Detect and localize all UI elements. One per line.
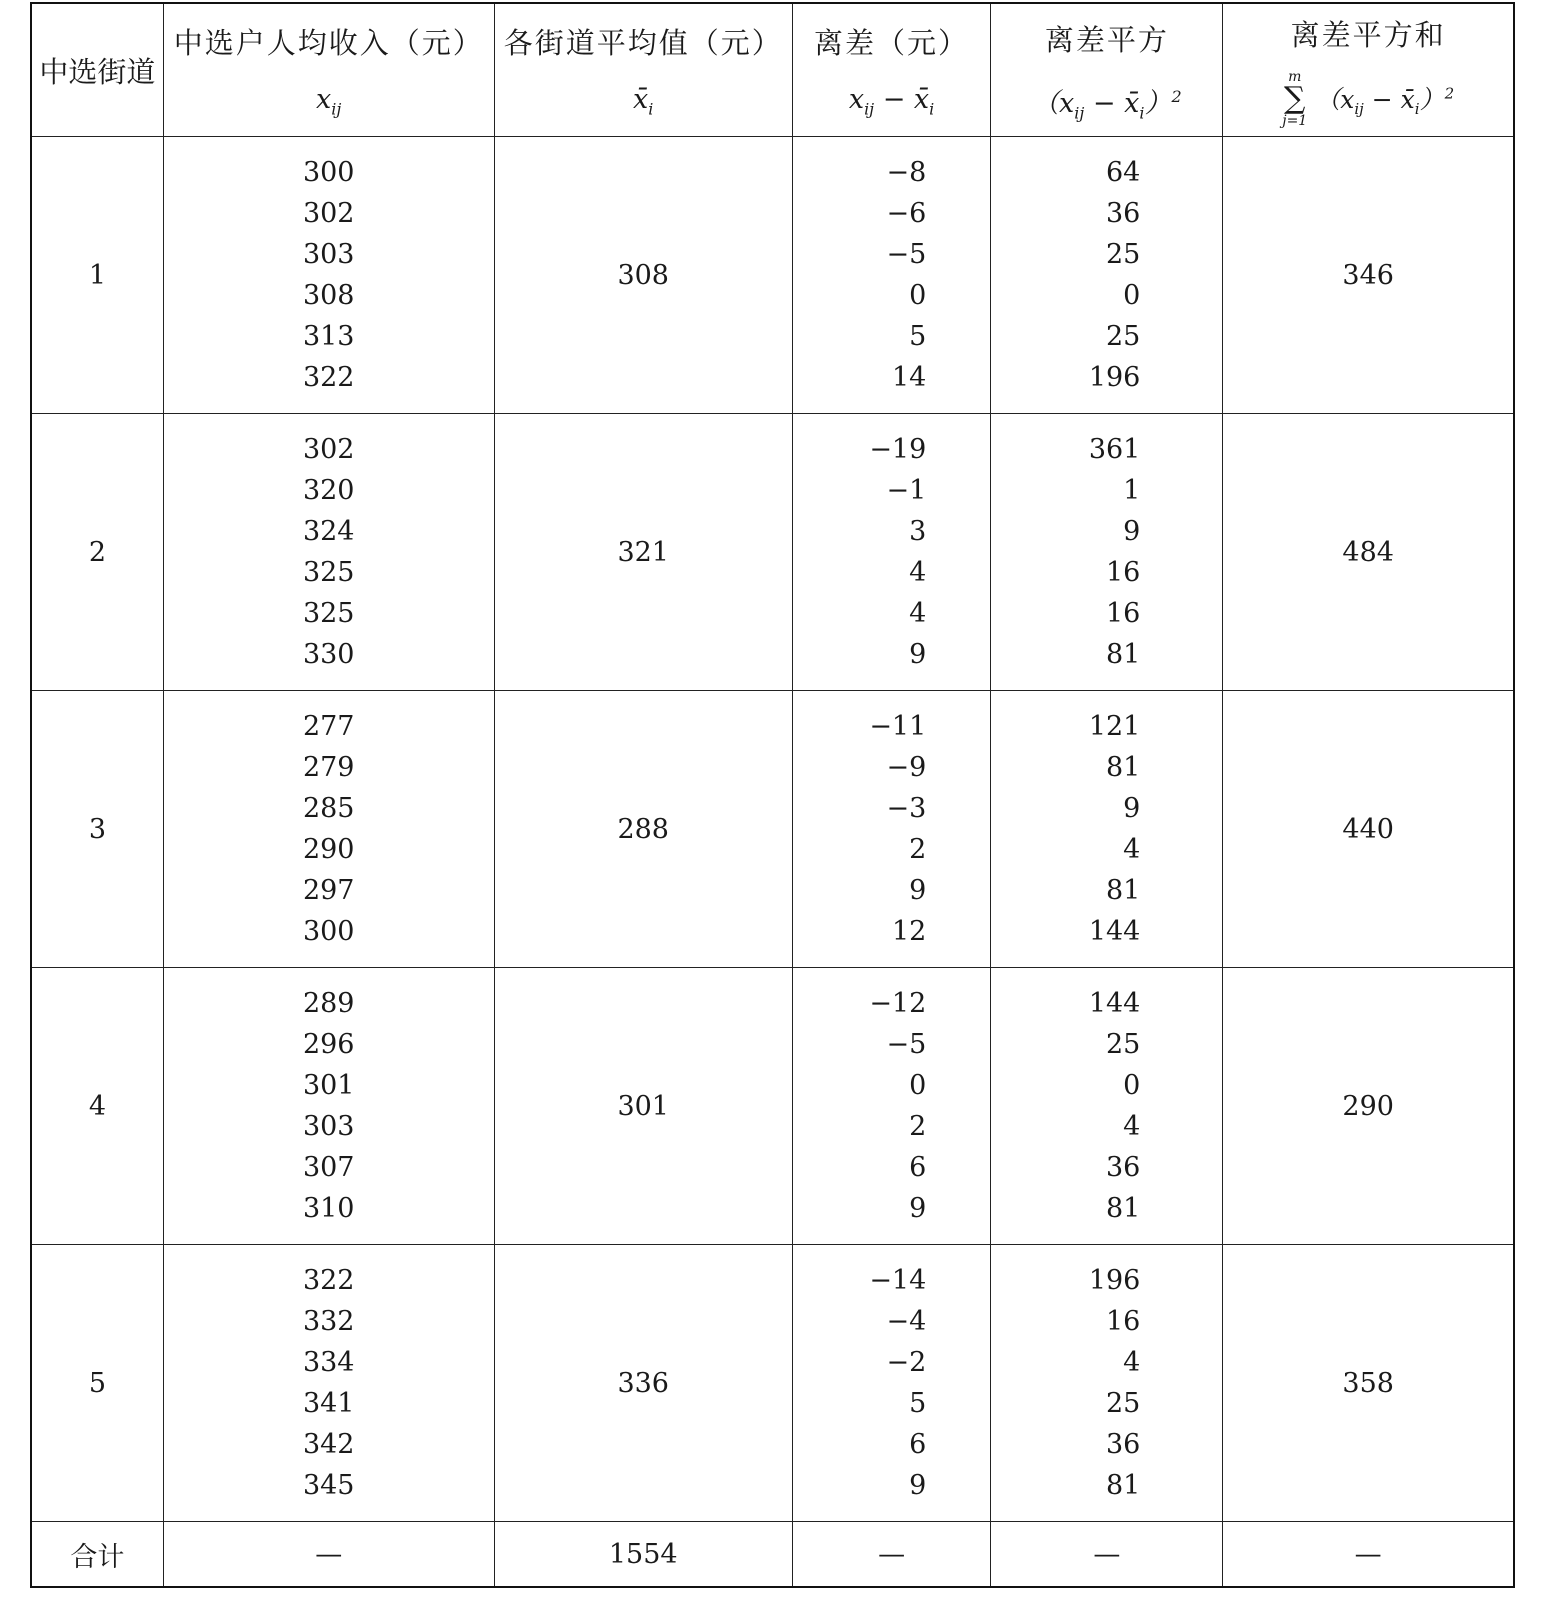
list-item: 0: [909, 1070, 927, 1101]
square-cell: [991, 1245, 1223, 1522]
list-item: 9: [909, 639, 927, 670]
header-deviation: [792, 3, 990, 137]
list-item: 0: [1123, 280, 1141, 311]
list-item: 300: [302, 157, 355, 188]
header-deviation-label: 离差（元）: [814, 26, 970, 61]
list-item: 4: [1123, 1111, 1141, 1142]
deviation-cell-list: [793, 983, 990, 1229]
list-item: 5: [909, 1388, 927, 1419]
list-item: 25: [1106, 1388, 1141, 1419]
list-item: 6: [909, 1152, 927, 1183]
sum-sigma: ∑: [1284, 80, 1306, 116]
list-item: 303: [302, 239, 355, 270]
list-item: 3: [909, 516, 927, 547]
header-square: [991, 3, 1223, 137]
list-item: 81: [1106, 875, 1141, 906]
list-item: 196: [1088, 1265, 1141, 1296]
list-item: 334: [302, 1347, 355, 1378]
sum-squares-cell: 440: [1223, 691, 1514, 968]
deviation-cell: [792, 414, 990, 691]
list-item: 9: [909, 1193, 927, 1224]
list-item: 313: [302, 321, 355, 352]
header-square-symbol: （$x_{ij}$ − $x̄_i)^2$: [1032, 86, 1182, 123]
table-row: [31, 137, 1514, 414]
list-item: 0: [909, 280, 927, 311]
square-cell-list: [991, 1260, 1222, 1506]
income-cell-list: [164, 429, 494, 675]
income-cell: [163, 691, 494, 968]
header-sum-squares-formula: [1282, 70, 1454, 128]
deviation-cell: [792, 691, 990, 968]
deviation-cell: [792, 137, 990, 414]
total-deviation-cell: —: [792, 1522, 990, 1588]
list-item: 121: [1088, 711, 1141, 742]
square-cell-list: [991, 429, 1222, 675]
list-item: −2: [886, 1347, 927, 1378]
square-cell-list: [991, 983, 1222, 1229]
list-item: 25: [1106, 1029, 1141, 1060]
list-item: −9: [886, 752, 927, 783]
list-item: 332: [302, 1306, 355, 1337]
list-item: 36: [1106, 198, 1141, 229]
list-item: 285: [302, 793, 355, 824]
list-item: 330: [302, 639, 355, 670]
list-item: 14: [891, 362, 927, 393]
list-item: 1: [1123, 475, 1141, 506]
header-income: [163, 3, 494, 137]
list-item: 144: [1088, 916, 1141, 947]
list-item: −8: [886, 157, 927, 188]
list-item: 300: [302, 916, 355, 947]
header-sum-squares: [1223, 3, 1514, 137]
list-item: −4: [886, 1306, 927, 1337]
street-cell: 5: [31, 1245, 163, 1522]
list-item: 320: [302, 475, 355, 506]
list-item: −6: [886, 198, 927, 229]
income-cell-list: [164, 983, 494, 1229]
list-item: 25: [1106, 321, 1141, 352]
sigma-symbol: [1282, 70, 1307, 128]
square-cell-list: [991, 152, 1222, 398]
deviation-cell-list: [793, 429, 990, 675]
total-mean-cell: 1554: [494, 1522, 792, 1588]
list-item: 4: [1123, 1347, 1141, 1378]
list-item: 81: [1106, 639, 1141, 670]
header-income-label: 中选户人均收入（元）: [173, 26, 484, 61]
list-item: 81: [1106, 1470, 1141, 1501]
total-label-cell: 合计: [31, 1522, 163, 1588]
header-street-label: 中选街道: [39, 54, 156, 89]
header-mean-label: 各街道平均值（元）: [503, 26, 783, 61]
sum-squares-cell: 358: [1223, 1245, 1514, 1522]
mean-cell: 336: [494, 1245, 792, 1522]
list-item: 324: [302, 516, 355, 547]
list-item: −5: [886, 239, 927, 270]
list-item: −19: [869, 434, 927, 465]
income-cell: [163, 137, 494, 414]
list-item: 341: [302, 1388, 355, 1419]
mean-cell: 288: [494, 691, 792, 968]
list-item: 302: [302, 434, 355, 465]
income-cell-list: [164, 152, 494, 398]
square-cell: [991, 968, 1223, 1245]
mean-cell: 301: [494, 968, 792, 1245]
total-row: [31, 1522, 1514, 1588]
street-cell: 3: [31, 691, 163, 968]
list-item: −3: [886, 793, 927, 824]
table-row: [31, 691, 1514, 968]
list-item: 301: [302, 1070, 355, 1101]
list-item: 307: [302, 1152, 355, 1183]
header-income-symbol: $x_{ij}$: [316, 84, 342, 119]
list-item: 16: [1106, 1306, 1141, 1337]
table-row: [31, 1245, 1514, 1522]
list-item: 322: [302, 1265, 355, 1296]
mean-cell: 321: [494, 414, 792, 691]
list-item: 4: [909, 557, 927, 588]
deviation-cell-list: [793, 152, 990, 398]
square-cell: [991, 414, 1223, 691]
sum-formula-body: （$x_{ij}$ − $x̄_i)^2$: [1315, 84, 1455, 118]
header-deviation-symbol: $x_{ij}$ − $x̄_i$: [848, 84, 935, 119]
table-row: [31, 968, 1514, 1245]
list-item: 345: [302, 1470, 355, 1501]
list-item: 325: [302, 598, 355, 629]
header-sum-squares-label: 离差平方和: [1290, 17, 1446, 52]
list-item: 16: [1106, 598, 1141, 629]
list-item: 310: [302, 1193, 355, 1224]
list-item: 290: [302, 834, 355, 865]
list-item: 0: [1123, 1070, 1141, 1101]
list-item: 144: [1088, 988, 1141, 1019]
list-item: 342: [302, 1429, 355, 1460]
sum-squares-cell: 290: [1223, 968, 1514, 1245]
list-item: −14: [869, 1265, 927, 1296]
list-item: 9: [909, 875, 927, 906]
income-cell: [163, 968, 494, 1245]
street-cell: 1: [31, 137, 163, 414]
mean-cell: 308: [494, 137, 792, 414]
list-item: 325: [302, 557, 355, 588]
deviation-cell: [792, 1245, 990, 1522]
square-cell-list: [991, 706, 1222, 952]
list-item: 2: [909, 1111, 927, 1142]
list-item: 322: [302, 362, 355, 393]
total-square-cell: —: [991, 1522, 1223, 1588]
list-item: 9: [1123, 516, 1141, 547]
header-street: [31, 3, 163, 137]
street-cell: 4: [31, 968, 163, 1245]
list-item: 4: [1123, 834, 1141, 865]
list-item: −11: [869, 711, 927, 742]
list-item: 4: [909, 598, 927, 629]
deviation-cell-list: [793, 706, 990, 952]
list-item: 81: [1106, 752, 1141, 783]
list-item: 289: [302, 988, 355, 1019]
list-item: 9: [909, 1470, 927, 1501]
header-mean-symbol: $x̄_i$: [633, 84, 654, 119]
list-item: 25: [1106, 239, 1141, 270]
header-square-label: 离差平方: [1044, 22, 1169, 57]
street-cell: 2: [31, 414, 163, 691]
sum-lower-limit: j=1: [1282, 112, 1308, 129]
square-cell: [991, 137, 1223, 414]
list-item: 36: [1106, 1152, 1141, 1183]
header-row: [31, 3, 1514, 137]
list-item: −12: [869, 988, 927, 1019]
income-cell: [163, 1245, 494, 1522]
list-item: 81: [1106, 1193, 1141, 1224]
list-item: 2: [909, 834, 927, 865]
total-sum-squares-cell: —: [1223, 1522, 1514, 1588]
list-item: 277: [302, 711, 355, 742]
list-item: 308: [302, 280, 355, 311]
deviation-cell-list: [793, 1260, 990, 1506]
list-item: 303: [302, 1111, 355, 1142]
list-item: 302: [302, 198, 355, 229]
deviation-cell: [792, 968, 990, 1245]
income-cell-list: [164, 1260, 494, 1506]
income-cell: [163, 414, 494, 691]
square-cell: [991, 691, 1223, 968]
table-row: [31, 414, 1514, 691]
list-item: 36: [1106, 1429, 1141, 1460]
list-item: −1: [886, 475, 927, 506]
list-item: 9: [1123, 793, 1141, 824]
income-cell-list: [164, 706, 494, 952]
list-item: 5: [909, 321, 927, 352]
sum-upper-limit: m: [1288, 68, 1302, 85]
header-mean: [494, 3, 792, 137]
total-income-cell: —: [163, 1522, 494, 1588]
list-item: 196: [1088, 362, 1141, 393]
sum-squares-cell: 484: [1223, 414, 1514, 691]
list-item: 279: [302, 752, 355, 783]
list-item: 361: [1088, 434, 1141, 465]
list-item: 297: [302, 875, 355, 906]
list-item: −5: [886, 1029, 927, 1060]
data-table-container: [30, 2, 1515, 1588]
sum-squares-cell: 346: [1223, 137, 1514, 414]
list-item: 16: [1106, 557, 1141, 588]
list-item: 64: [1106, 157, 1141, 188]
list-item: 6: [909, 1429, 927, 1460]
list-item: 296: [302, 1029, 355, 1060]
list-item: 12: [891, 916, 927, 947]
variance-table: [30, 2, 1515, 1588]
